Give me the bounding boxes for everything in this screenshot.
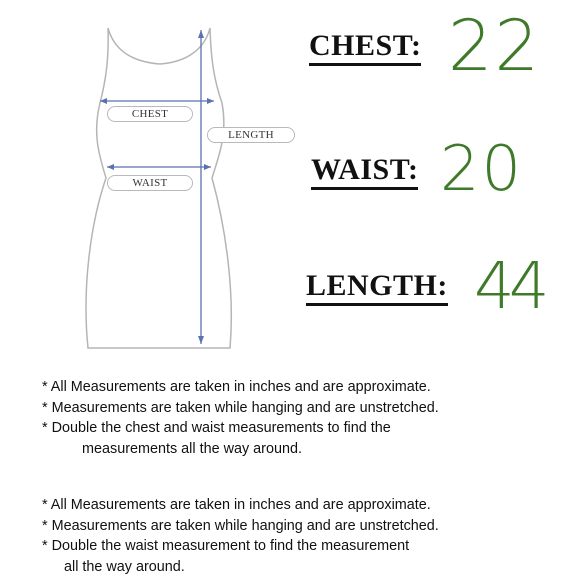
length-value: 44: [474, 250, 544, 324]
waist-value: 20: [440, 132, 523, 205]
length-pill-label: LENGTH: [228, 129, 274, 141]
chest-measure-label: CHEST:: [309, 30, 421, 66]
chest-pill: [107, 106, 193, 122]
note-line: * All Measurements are taken in inches and are approximate.: [42, 497, 431, 513]
notes-block-1: [42, 377, 439, 459]
note-line: * All Measurements are taken in inches and are approximate.: [42, 379, 431, 395]
note-line: * Measurements are taken while hanging and are unstretched.: [42, 399, 439, 416]
note-line: * Measurements are taken while hanging and are unstretched.: [42, 517, 439, 534]
note-line: * Double the chest and waist measurements to find the: [42, 420, 391, 436]
note-line: all the way around.: [64, 558, 185, 575]
chest-value: 22: [448, 5, 542, 87]
note-line: * Double the waist measurement to find the measurement: [42, 538, 410, 554]
waist-pill-label: WAIST: [132, 177, 168, 189]
chest-pill-label: CHEST: [131, 108, 169, 120]
length-measure-label: LENGTH:: [306, 270, 448, 306]
waist-pill: [107, 175, 193, 191]
note-line: measurements all the way around.: [82, 440, 302, 457]
notes-block-2: [42, 495, 439, 577]
length-pill: [207, 127, 295, 143]
waist-measure-label: WAIST:: [311, 154, 418, 190]
